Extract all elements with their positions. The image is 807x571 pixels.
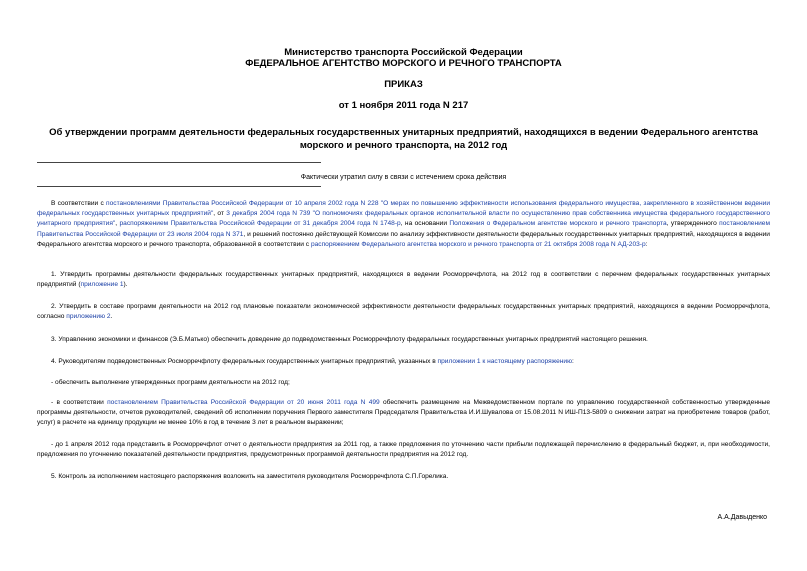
item-2-paragraph: [37, 302, 770, 322]
item-4-sub-1-text: - обеспечить выполнение утвержденных программ деятельности на 2012 год;: [51, 379, 290, 386]
link-decree-228[interactable]: постановлениями Правительства Российской Федерации от 10 апреля 2002 года N 228 "О мерах по повышению эффективности использования федерального имущества, закрепленного в хозяйственном ведении федеральных государственных унитарных предприятий": [37, 200, 771, 218]
item-4-sub-2-text-2: обеспечить размещение на Межведомственном портале по управлению государственной собственностью утвержденные программы деятельности, отчетов руководителей, сведений об исполнении поручения Первого заместителя Председателя Правительства И.И.Шувалова от 15.08.2011 N ИШ-П13-5809 о снижении затрат на приобретение товаров (работ, услуг) в расчете на единицу продукции не менее 10% в год в течение 3 лет в реальном выражении;: [37, 399, 771, 427]
item-4-sub-3-paragraph: [37, 440, 770, 460]
item-1-text-2: ).: [123, 281, 128, 289]
item-4-sub-3-text: - до 1 апреля 2012 года представить в Росморречфлот отчет о деятельности предприятия за 2011 год, а также предложения по уточнению части прибыли подлежащей перечислению в федеральный бюджет, и, при необходимости, предложения по уточнению показателей деятельности предприятия, предусмотренных программой деятельности предприятия на 2012 год.: [37, 441, 770, 459]
item-4-text-2: :: [572, 358, 574, 365]
item-4-paragraph: [37, 357, 770, 367]
item-4-sub-1-paragraph: [37, 378, 770, 388]
item-4-text-1: 4. Руководителям подведомственных Росморречфлоту федеральных государственных унитарных предприятий, указанных в: [51, 358, 438, 365]
item-1-paragraph: [37, 270, 770, 290]
link-order-ad-203[interactable]: распоряжением Федерального агентства морского и речного транспорта от 21 октября 2008 года N АД-203-р: [310, 240, 646, 248]
item-2-text-1: 2. Утвердить в составе программ деятельности на 2012 год плановые показатели экономической эффективности деятельности федеральных государственных унитарных предприятий, находящихся в ведении Росморречфлота, согласно: [37, 303, 770, 321]
preamble-text-1: В соответствии с: [51, 200, 107, 207]
ministry-name: Министерство транспорта Российской Федерации: [284, 47, 523, 58]
preamble-text-6: , и решений постоянно действующей Комиссии по анализу эффективности деятельности федеральных государственных унитарных предприятий, находящихся в ведении Федерального агентства морского и речного транспорта, образованной в соответствии с: [37, 230, 770, 248]
document-title: Об утверждении программ деятельности федеральных государственных унитарных предприятий, находящихся в ведении Федерального агентства морского и речного транспорта, на 2012 год: [49, 127, 758, 151]
link-decree-371[interactable]: постановлением Правительства Российской Федерации от 23 июля 2004 года N 371: [37, 220, 771, 238]
link-agency-regulation[interactable]: Положения о Федеральном агентстве морского и речного транспорта: [449, 220, 667, 228]
item-2-text-2: .: [110, 313, 113, 321]
link-decree-739[interactable]: 3 декабря 2004 года N 739 "О полномочиях федеральных органов исполнительной власти по осуществлению прав собственника имущества федерального государственного унитарного предприятия": [37, 210, 770, 228]
link-order-1748[interactable]: распоряжением Правительства Российской Федерации от 31 декабря 2004 года N 1748-р: [119, 220, 401, 228]
link-appendix-1[interactable]: приложение 1: [80, 281, 124, 289]
preamble-text-2: , от: [213, 210, 227, 218]
item-5-paragraph: [37, 472, 770, 482]
preamble-paragraph: [37, 199, 770, 250]
document-date-number: от 1 ноября 2011 года N 217: [338, 100, 469, 111]
item-3-text: 3. Управлению экономики и финансов (Э.Б.Матько) обеспечить доведение до подведомственных Росморречфлоту федеральных государственных унитарных предприятий настоящего решения.: [51, 336, 648, 343]
item-4-sub-2-text-1: - в соответствии: [51, 399, 108, 406]
divider-top: [37, 162, 321, 163]
item-5-text: 5. Контроль за исполнением настоящего распоряжения возложить на заместителя руководителя Росморречфлота С.П.Горелика.: [51, 473, 449, 480]
item-4-sub-2-paragraph: [37, 398, 770, 429]
document-type: ПРИКАЗ: [384, 79, 423, 90]
link-decree-499[interactable]: постановлением Правительства Российской Федерации от 20 июня 2011 года N 499: [107, 399, 380, 406]
item-3-paragraph: [37, 335, 770, 345]
preamble-text-4: , на основании: [400, 220, 450, 228]
agency-name: ФЕДЕРАЛЬНОЕ АГЕНТСТВО МОРСКОГО И РЕЧНОГО ТРАНСПОРТА: [245, 58, 562, 69]
link-appendix-1-order[interactable]: приложении 1 к настоящему распоряжению: [437, 358, 573, 365]
preamble-text-3: ,: [115, 220, 120, 228]
status-note: Фактически утратил силу в связи с истечением срока действия: [300, 174, 507, 181]
preamble-text-5: , утвержденного: [666, 220, 720, 228]
link-appendix-2[interactable]: приложению 2: [66, 313, 111, 321]
signature: А.А.Давыденко: [717, 514, 767, 521]
divider-bottom: [37, 186, 321, 187]
item-1-text-1: 1. Утвердить программы деятельности федеральных государственных унитарных предприятий, находящихся в ведении Росморречфлота, на 2012 год в соответствии с перечнем федеральных государственных унитарных предприятий (: [37, 271, 770, 289]
preamble-text-7: :: [645, 240, 648, 248]
